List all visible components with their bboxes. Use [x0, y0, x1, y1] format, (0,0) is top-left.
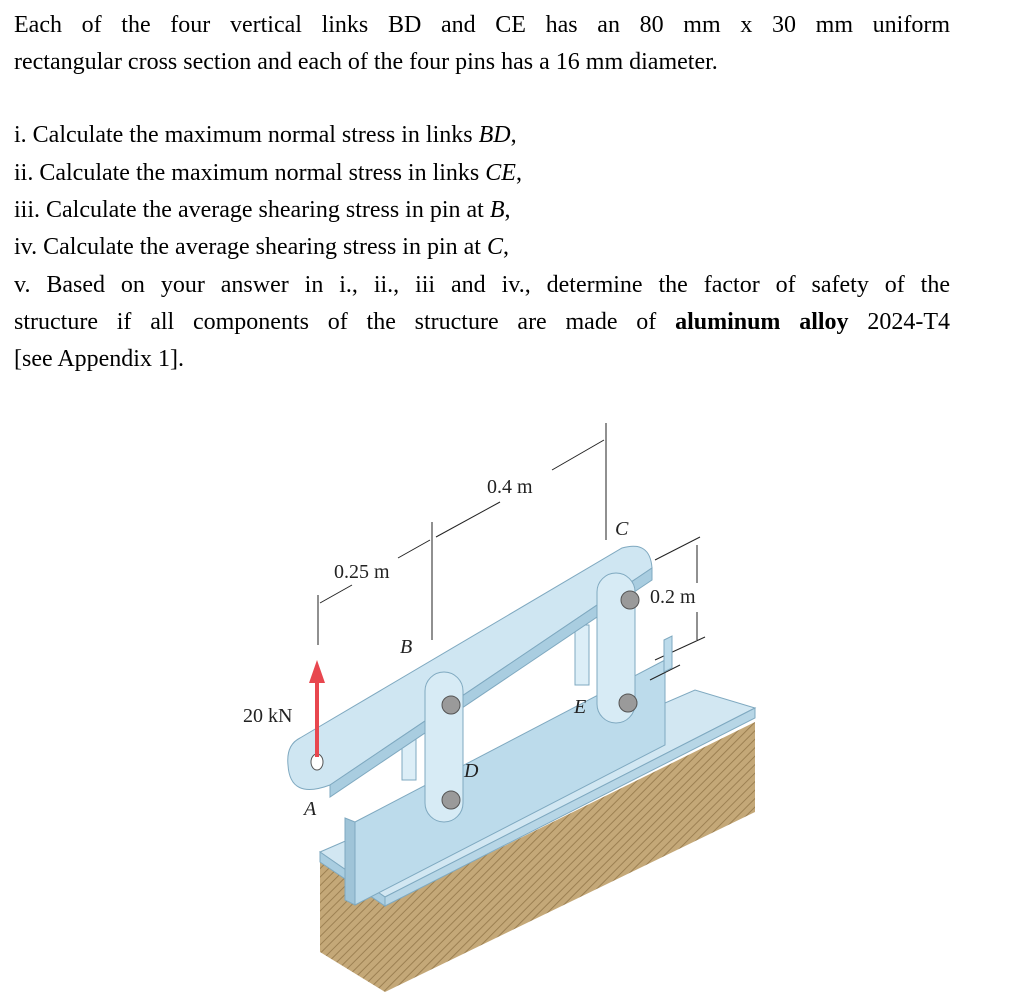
dim-ce-label: 0.2 m: [650, 586, 696, 608]
q5-text-2: structure if all components of the structure are made of: [14, 309, 676, 335]
intro-line-2: rectangular cross section and each of the four pins has a 16 mm diameter.: [14, 49, 718, 75]
wall-end: [664, 636, 672, 672]
question-5-line-3: [see Appendix 1].: [14, 346, 184, 372]
q4-pin: C: [486, 234, 503, 260]
label-a: A: [304, 798, 317, 820]
q5-text-1: v. Based on your answer in i., ii., iii and iv., determine the factor of safety of the: [14, 272, 950, 298]
q5-grade: 2024-T4: [848, 309, 951, 335]
dim-bc-label: 0.4 m: [487, 476, 533, 498]
q3-suffix: ,: [504, 197, 511, 223]
q1-text: i. Calculate the maximum normal stress in links: [14, 122, 479, 148]
label-e: E: [574, 696, 587, 718]
pin-d-icon: [442, 791, 460, 809]
q5-material: aluminum alloy: [675, 309, 849, 335]
q4-suffix: ,: [502, 234, 509, 260]
q2-text: ii. Calculate the maximum normal stress in links: [14, 160, 486, 186]
label-c: C: [615, 518, 629, 540]
q2-link: CE: [485, 160, 516, 186]
label-b: B: [400, 636, 413, 658]
q2-suffix: ,: [515, 160, 522, 186]
intro-text-1: Each of the four vertical links BD and CE has an 80 mm x 30 mm uniform: [14, 12, 950, 38]
q1-link: BD: [478, 122, 511, 148]
pin-c-icon: [621, 591, 639, 609]
dim-ab-label: 0.25 m: [334, 561, 390, 583]
q3-text: iii. Calculate the average shearing stress in pin at: [14, 197, 490, 223]
label-d: D: [464, 760, 479, 782]
post-c: [575, 625, 589, 685]
q3-pin: B: [489, 197, 505, 223]
q4-text: iv. Calculate the average shearing stress in pin at: [14, 234, 487, 260]
pin-b-icon: [442, 696, 460, 714]
force-label: 20 kN: [243, 705, 293, 727]
pin-e-icon: [619, 694, 637, 712]
q1-suffix: ,: [510, 122, 517, 148]
